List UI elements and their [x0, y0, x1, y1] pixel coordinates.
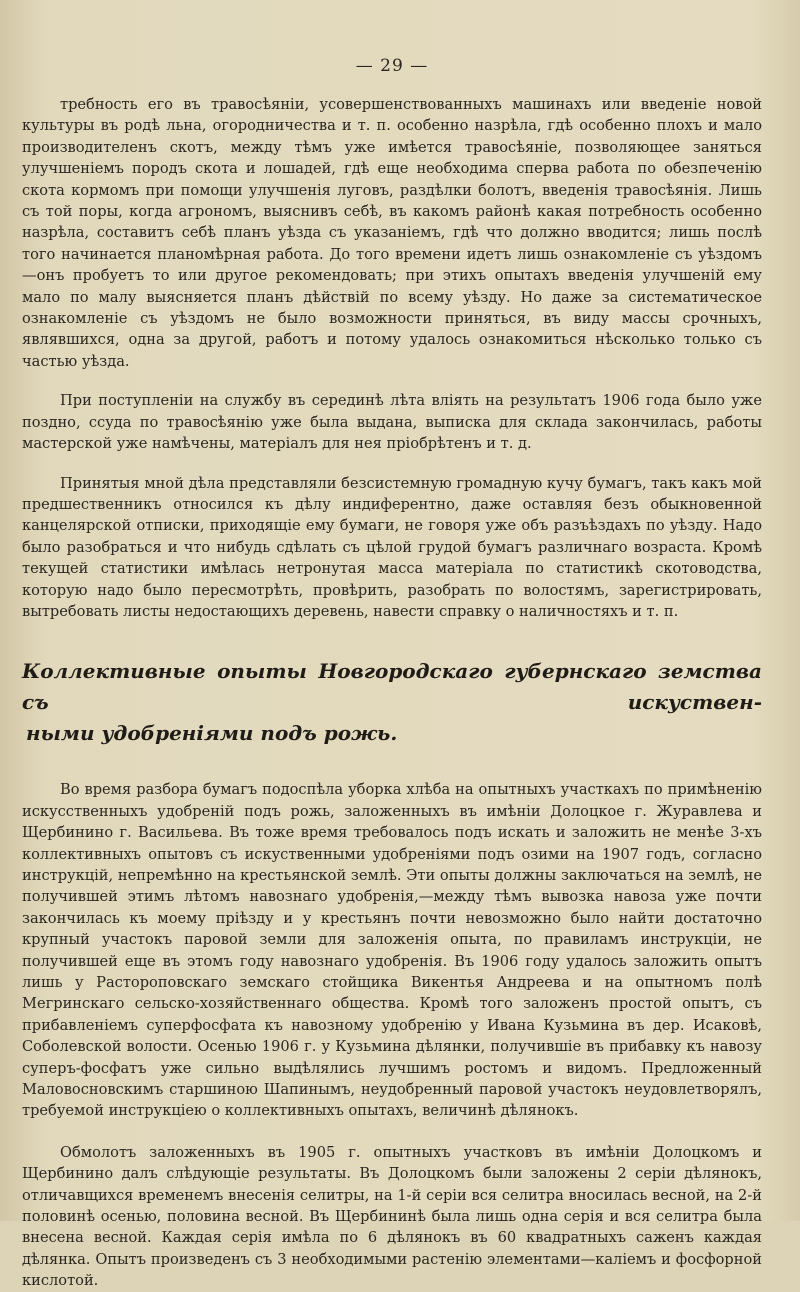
page-number: — 29 — — [355, 56, 429, 76]
section-heading — [22, 656, 762, 749]
paragraph-1: требность его въ травосѣяніи, усовершенствованныхъ машинахъ или введеніе новой культуры въ родѣ льна, огородничества и т. п. особенно назрѣла, гдѣ особенно плохъ и мало производителенъ скотъ, между тѣмъ уже имѣется травосѣяніе, позволяющее заняться улучшеніемъ породъ скота и лошадей, гдѣ еще необходима сперва работа по обезпеченію скота кормомъ при помощи улучшенія луговъ, раздѣлки болотъ, введенія травосѣянія. Лишь съ той поры, когда агрономъ, выяснивъ себѣ, въ какомъ районѣ какая потребность особенно назрѣла, составитъ себѣ планъ уѣзда съ указаніемъ, гдѣ что должно вводится; лишь послѣ того начинается планомѣрная работа. До того времени идетъ лишь ознакомленіе съ уѣздомъ—онъ пробуетъ то или другое рекомендовать; при этихъ опытахъ введенія улучшеній ему мало по малу выясняется планъ дѣйствій по всему уѣзду. Но даже за систематическое ознакомленіе съ уѣздомъ не было возможности приняться, въ виду массы срочныхъ, являвшихся, одна за другой, работъ и потому удалось ознакомиться нѣсколько только съ частью уѣзда. — [22, 96, 762, 370]
paragraph-4: Во время разбора бумагъ подоспѣла уборка хлѣба на опытныхъ участкахъ по примѣненію искусственныхъ удобреній подъ рожь, заложенныхъ въ имѣніи Долоцкое г. Журавлева и Щербинино г. Васильева. Въ тоже время требовалось подъ искать и заложить не менѣе 3-хъ коллективныхъ опытовъ съ искуственными удобреніями подъ озими на 1907 годъ, согласно инструкцій, непремѣнно на крестьянской землѣ. Эти опыты должны заключаться на землѣ, не получившей этимъ лѣтомъ навознаго удобренія,—между тѣмъ вывозка навоза уже почти закончилась къ моему пріѣзду и у крестьянъ почти невозможно было найти достаточно крупный участокъ паровой земли для заложенія опыта, по правиламъ инструкціи, не получившей еще въ этомъ году навознаго удобренія. Въ 1906 году удалось заложить опытъ лишь у Растороповскаго земскаго стойщика Викентья Андреева и на опытномъ полѣ Мегринскаго сельско-хозяйственнаго общества. Кромѣ того заложенъ простой опытъ, съ прибавленіемъ суперфосфата къ навозному удобренію у Ивана Кузьмина въ дер. Исаковѣ, Соболевской волости. Осенью 1906 г. у Кузьмина дѣлянки, получившіе въ прибавку къ навозу суперъ-фосфатъ уже сильно выдѣлялись лучшимъ ростомъ и видомъ. Предложенный Маловосновскимъ старшиною Шапинымъ, неудобренный паровой участокъ неудовлетворялъ, требуемой инструкціею о коллективныхъ опытахъ, величинѣ дѣлянокъ. — [22, 781, 762, 1120]
section-heading-line-1: Коллективные опыты Новгородскаго губернскаго земства съ искуствен- — [22, 659, 762, 715]
paragraph-5: Обмолотъ заложенныхъ въ 1905 г. опытныхъ участковъ въ имѣніи Долоцкомъ и Щербинино далъ слѣдующіе результаты. Въ Долоцкомъ были заложены 2 серіи дѣлянокъ, отличавщихся временемъ внесенія селитры, на 1-й серіи вся селитра вносилась весной, на 2-й половинѣ осенью, половина весной. Въ Щербининѣ была лишь одна серія и вся селитра была внесена весной. Каждая серія имѣла по 6 дѣлянокъ въ 60 квадратныхъ саженъ каждая дѣлянка. Опытъ произведенъ съ 3 необходимыми растенію элементами—каліемъ и фосфорной кислотой. — [22, 1143, 762, 1290]
paragraph-2: При поступленіи на службу въ серединѣ лѣта вліять на результатъ 1906 года было уже поздно, ссуда по травосѣянію уже была выдана, выписка для склада закончилась, работы мастерской уже намѣчены, матеріалъ для нея пріобрѣтенъ и т. д. — [22, 392, 762, 453]
section-heading-line-2: ными удобреніями подъ рожь. — [26, 721, 398, 746]
paragraph-3: Принятыя мной дѣла представляли безсистемную громадную кучу бумагъ, такъ какъ мой предшественникъ относился къ дѣлу индиферентно, даже оставляя безъ обыкновенной канцелярской отписки, приходящіе ему бумаги, не говоря уже объ разъѣздахъ по уѣзду. Надо было разобраться и что нибудь сдѣлать съ цѣлой грудой бумагъ различнаго возраста. Кромѣ текущей статистики имѣлась нетронутая масса матеріала по статистикѣ скотоводства, которую надо было пересмотрѣть, провѣрить, разобрать по волостямъ, зарегистрировать, вытребовать листы недостающихъ деревень, навести справку о наличностяхъ и т. п. — [22, 474, 762, 620]
